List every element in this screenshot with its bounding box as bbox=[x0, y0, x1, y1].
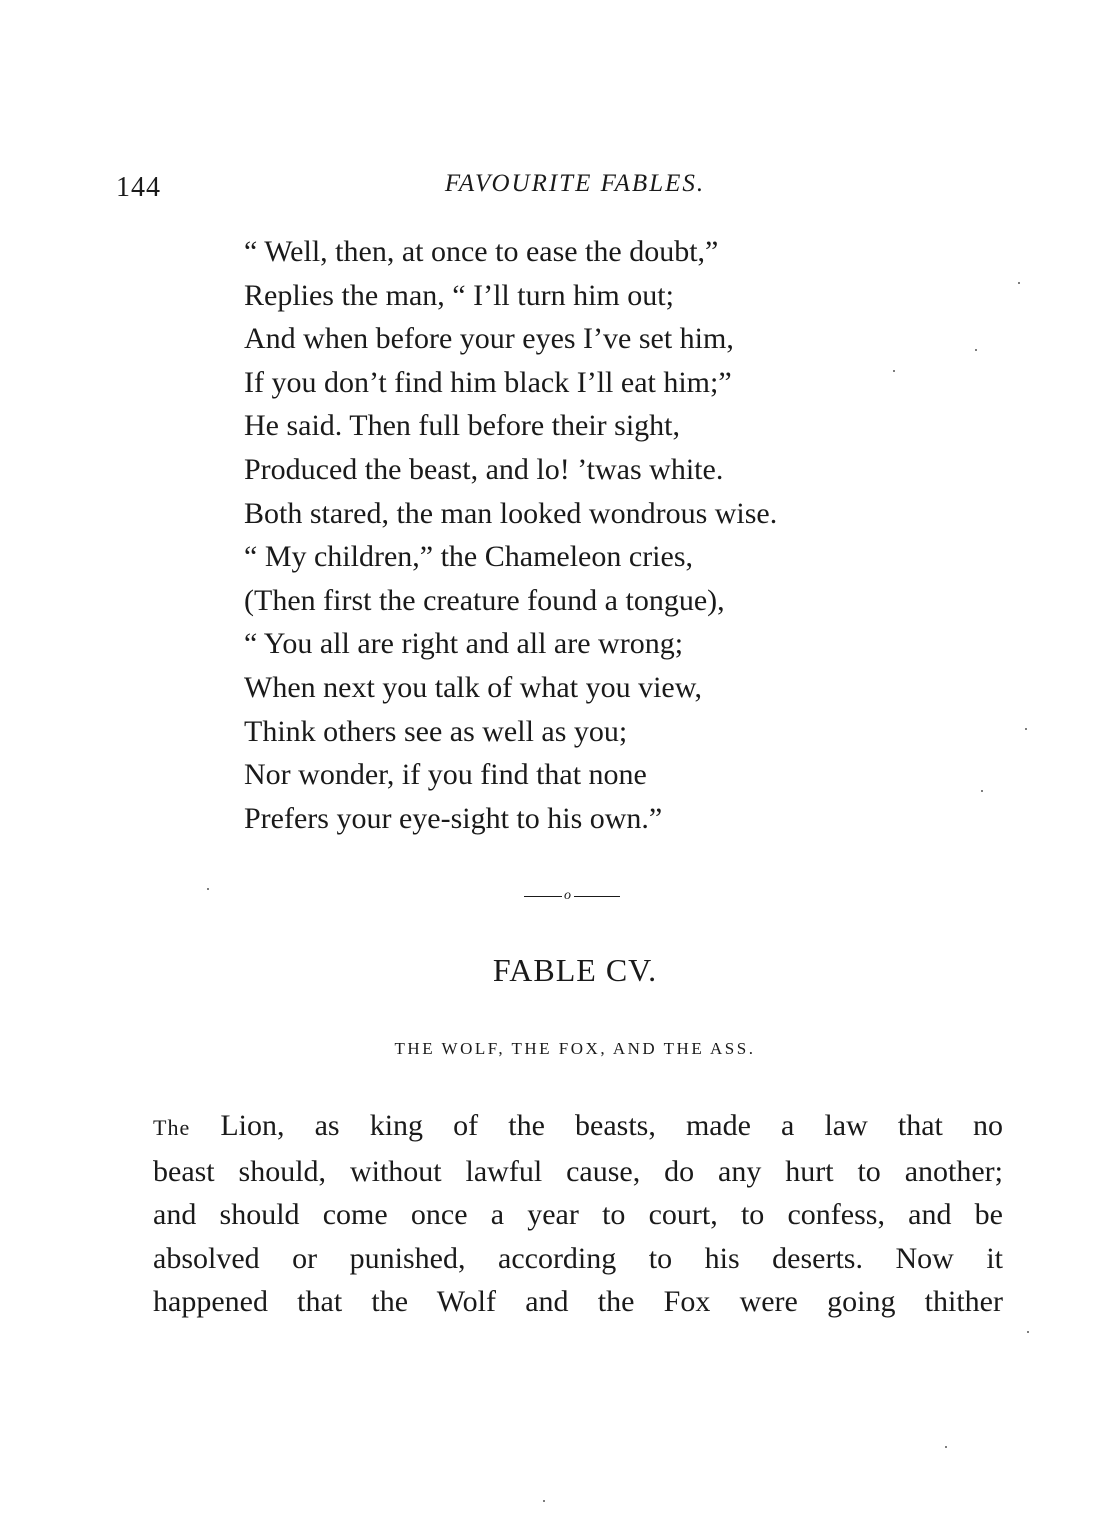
scan-speck bbox=[207, 888, 209, 890]
scan-speck bbox=[543, 1500, 545, 1502]
scan-speck bbox=[1027, 1331, 1029, 1333]
divider-ornament: o bbox=[564, 888, 571, 903]
verse-line: “ You all are right and all are wrong; bbox=[244, 627, 684, 661]
fable-body bbox=[153, 1104, 1003, 1324]
verse-line: And when before your eyes I’ve set him, bbox=[244, 322, 734, 356]
scan-speck bbox=[1018, 282, 1020, 284]
verse-line: He said. Then full before their sight, bbox=[244, 409, 680, 443]
scan-speck bbox=[975, 349, 977, 351]
running-head: FAVOURITE FABLES. bbox=[444, 170, 706, 197]
verse-line: Prefers your eye-sight to his own.” bbox=[244, 801, 663, 835]
verse-line: When next you talk of what you view, bbox=[244, 670, 702, 704]
divider-rule-left bbox=[524, 896, 562, 897]
verse-line: Both stared, the man looked wondrous wise. bbox=[244, 496, 778, 530]
page-number: 144 bbox=[116, 172, 161, 203]
prose-line: and should come once a year to court, to confess, and be bbox=[153, 1198, 1003, 1232]
scan-speck bbox=[945, 1446, 947, 1448]
verse-line: “ Well, then, at once to ease the doubt,” bbox=[244, 235, 719, 268]
prose-line bbox=[153, 1104, 1003, 1150]
prose-line: absolved or punished, according to his deserts. Now it bbox=[153, 1241, 1003, 1275]
verse-line: If you don’t find him black I’ll eat him;” bbox=[244, 365, 732, 399]
divider-rule-right bbox=[574, 896, 620, 897]
prose-line-text: Lion, as king of the beasts, made a law that no bbox=[190, 1109, 1003, 1142]
scan-speck bbox=[981, 790, 983, 792]
verse-line: “ My children,” the Chameleon cries, bbox=[244, 540, 694, 574]
verse-line: Replies the man, “ I’ll turn him out; bbox=[244, 278, 674, 312]
verse-block bbox=[244, 230, 777, 840]
scan-speck bbox=[1025, 728, 1027, 730]
prose-line: beast should, without lawful cause, do any hurt to another; bbox=[153, 1154, 1003, 1188]
verse-line: Think others see as well as you; bbox=[244, 714, 628, 748]
fable-title: FABLE CV. bbox=[492, 952, 658, 988]
verse-line: Nor wonder, if you find that none bbox=[244, 758, 647, 792]
scan-speck bbox=[893, 370, 895, 372]
verse-line: (Then first the creature found a tongue), bbox=[244, 583, 725, 617]
prose-line: happened that the Wolf and the Fox were going thither bbox=[153, 1285, 1003, 1319]
verse-line: Produced the beast, and lo! ’twas white. bbox=[244, 452, 724, 486]
opening-small-caps: The bbox=[153, 1115, 191, 1140]
section-divider bbox=[524, 884, 620, 908]
fable-subtitle: THE WOLF, THE FOX, AND THE ASS. bbox=[394, 1039, 756, 1058]
